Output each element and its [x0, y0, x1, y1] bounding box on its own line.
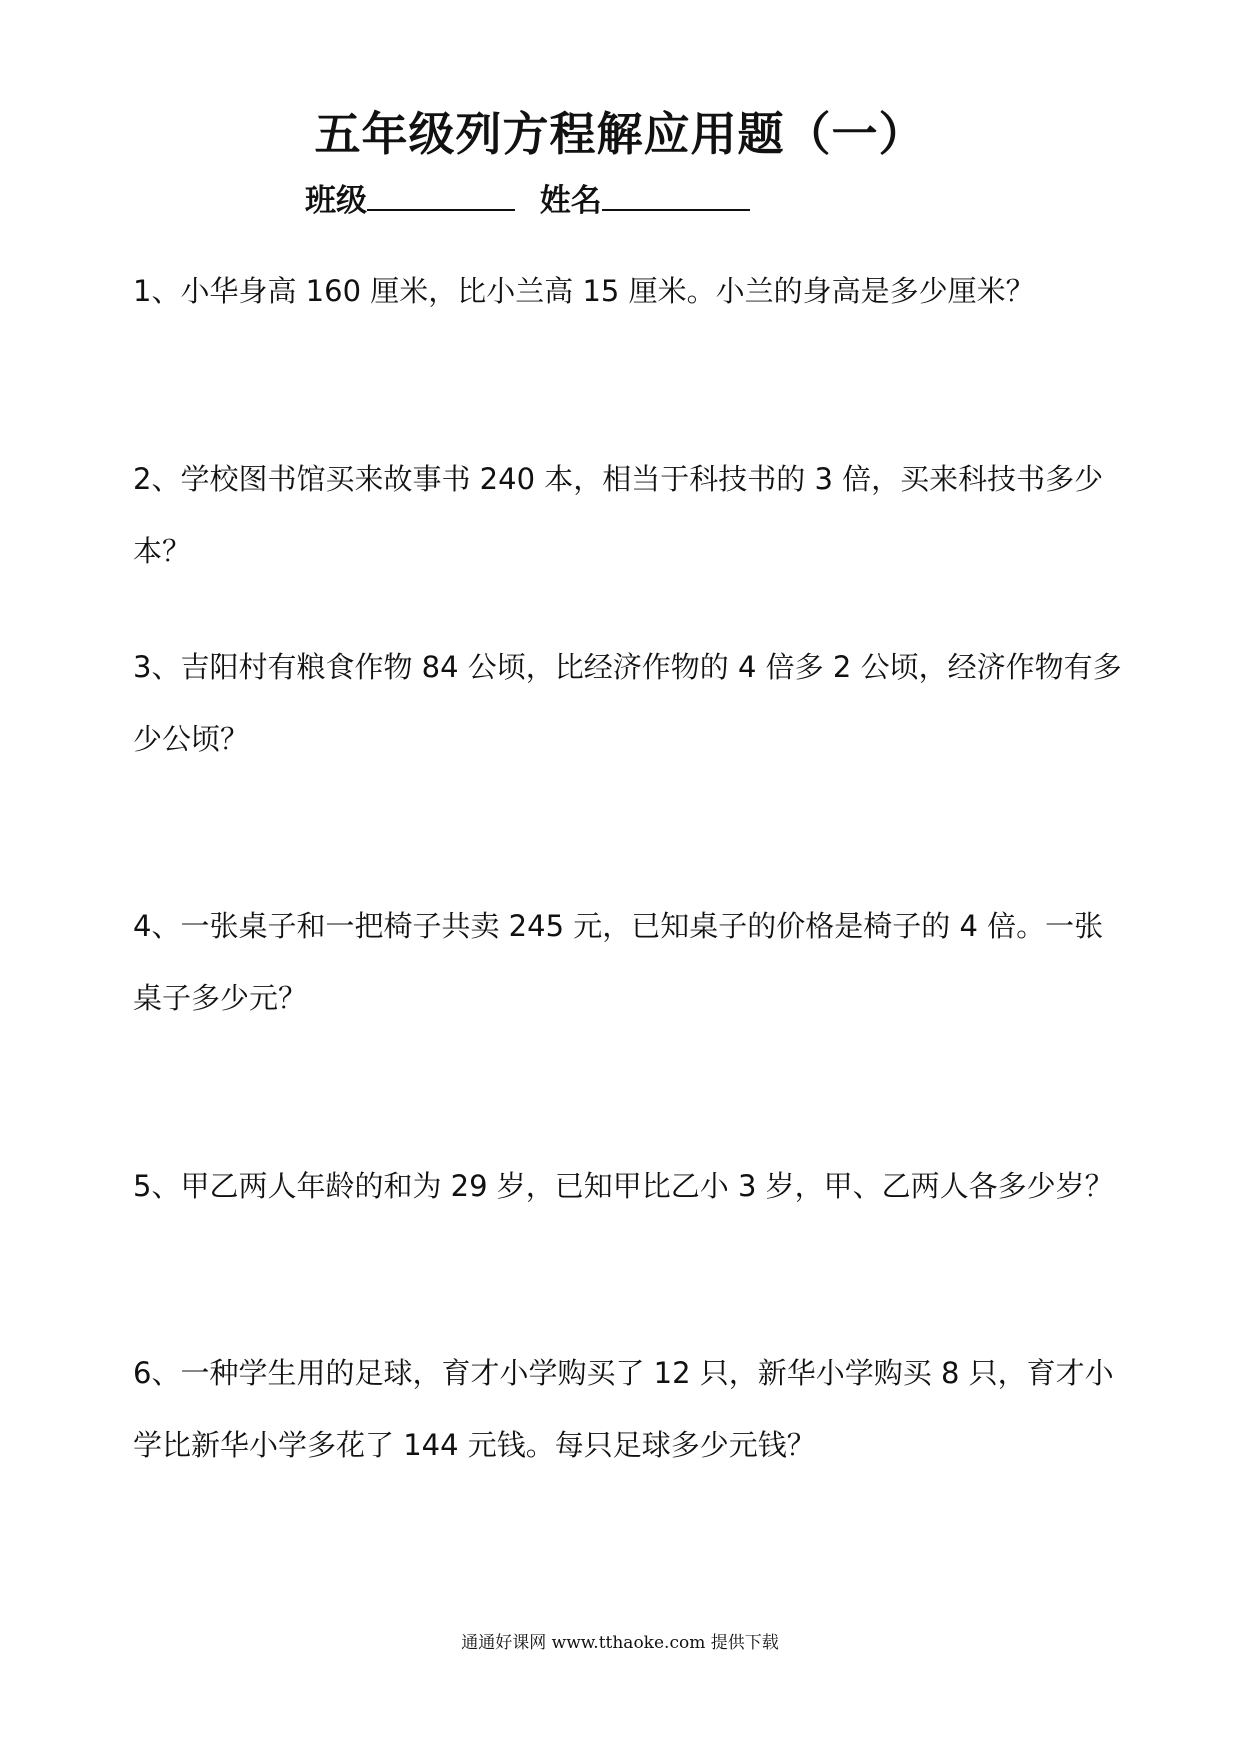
- question-5: 5、甲乙两人年龄的和为 29 岁，已知甲比乙小 3 岁，甲、乙两人各多少岁？: [133, 1169, 1114, 1203]
- page-title: 五年级列方程解应用题（一）: [314, 107, 926, 161]
- name-label: 姓名: [539, 183, 602, 219]
- footer-credit: 通通好课网 www.tthaoke.com 提供下载: [461, 1633, 779, 1653]
- class-label: 班级: [305, 183, 367, 219]
- question-4: 4、一张桌子和一把椅子共卖 245 元，已知桌子的价格是椅子的 4 倍。一张桌子多少元？: [133, 909, 1104, 1015]
- question-3: 3、吉阳村有粮食作物 84 公顷，比经济作物的 4 倍多 2 公顷，经济作物有多少公顷？: [133, 650, 1122, 756]
- student-info-line: [305, 175, 764, 220]
- name-blank-field[interactable]: [602, 179, 750, 211]
- question-6: 6、一种学生用的足球，育才小学购买了 12 只，新华小学购买 8 只，育才小学比新华小学多花了 144 元钱。每只足球多少元钱？: [133, 1356, 1114, 1462]
- question-2: 2、学校图书馆买来故事书 240 本，相当于科技书的 3 倍，买来科技书多少本？: [133, 462, 1104, 568]
- question-1: 1、小华身高 160 厘米，比小兰高 15 厘米。小兰的身高是多少厘米？: [133, 274, 1035, 308]
- class-blank-field[interactable]: [367, 179, 515, 211]
